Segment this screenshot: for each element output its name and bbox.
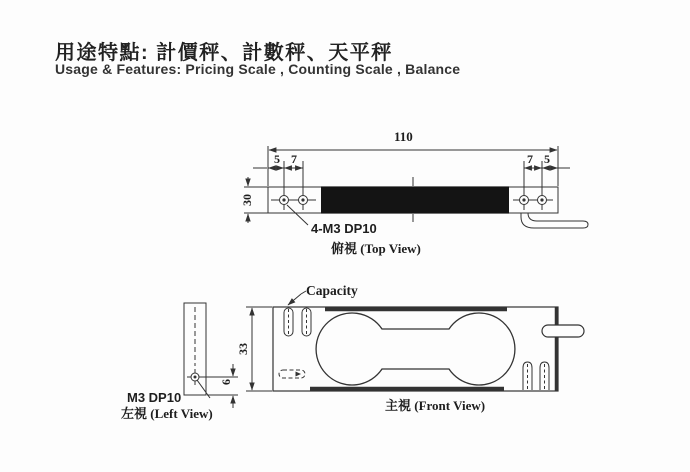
front-view-drawing bbox=[246, 291, 584, 391]
dim-7-right-label: 7 bbox=[527, 152, 533, 166]
dim-33-label: 33 bbox=[236, 343, 250, 355]
hole-spec-label: M3 DP10 bbox=[127, 390, 182, 405]
page-title-en: Usage & Features: Pricing Scale , Counting Scale , Balance bbox=[55, 61, 461, 77]
hole-center-dot bbox=[522, 198, 525, 201]
dim-5-left-label: 5 bbox=[274, 152, 280, 166]
hole-center-dot bbox=[282, 198, 285, 201]
hole-center-dot bbox=[194, 376, 197, 379]
hole-center-dot bbox=[540, 198, 543, 201]
cable bbox=[521, 213, 588, 228]
dim-110-label: 110 bbox=[394, 129, 413, 144]
dim-30-label: 30 bbox=[240, 194, 254, 206]
leader-line bbox=[288, 294, 301, 305]
dim-7-left-label: 7 bbox=[291, 152, 297, 166]
capacity-label: Capacity bbox=[306, 283, 358, 298]
holes-spec-label: 4-M3 DP10 bbox=[311, 221, 377, 236]
dim-6-label: 6 bbox=[219, 379, 233, 385]
front-view-caption: 主視 (Front View) bbox=[385, 398, 486, 413]
top-view-caption: 俯視 (Top View) bbox=[331, 241, 421, 256]
page-title-zh: 用途特點: 計價秤、計數秤、天平秤 bbox=[55, 42, 393, 64]
gauge-cover-band bbox=[321, 186, 509, 213]
left-view-caption: 左視 (Left View) bbox=[121, 406, 213, 421]
hole-center-dot bbox=[301, 198, 304, 201]
cable-tab bbox=[542, 325, 584, 337]
dim-5-right-label: 5 bbox=[544, 152, 550, 166]
